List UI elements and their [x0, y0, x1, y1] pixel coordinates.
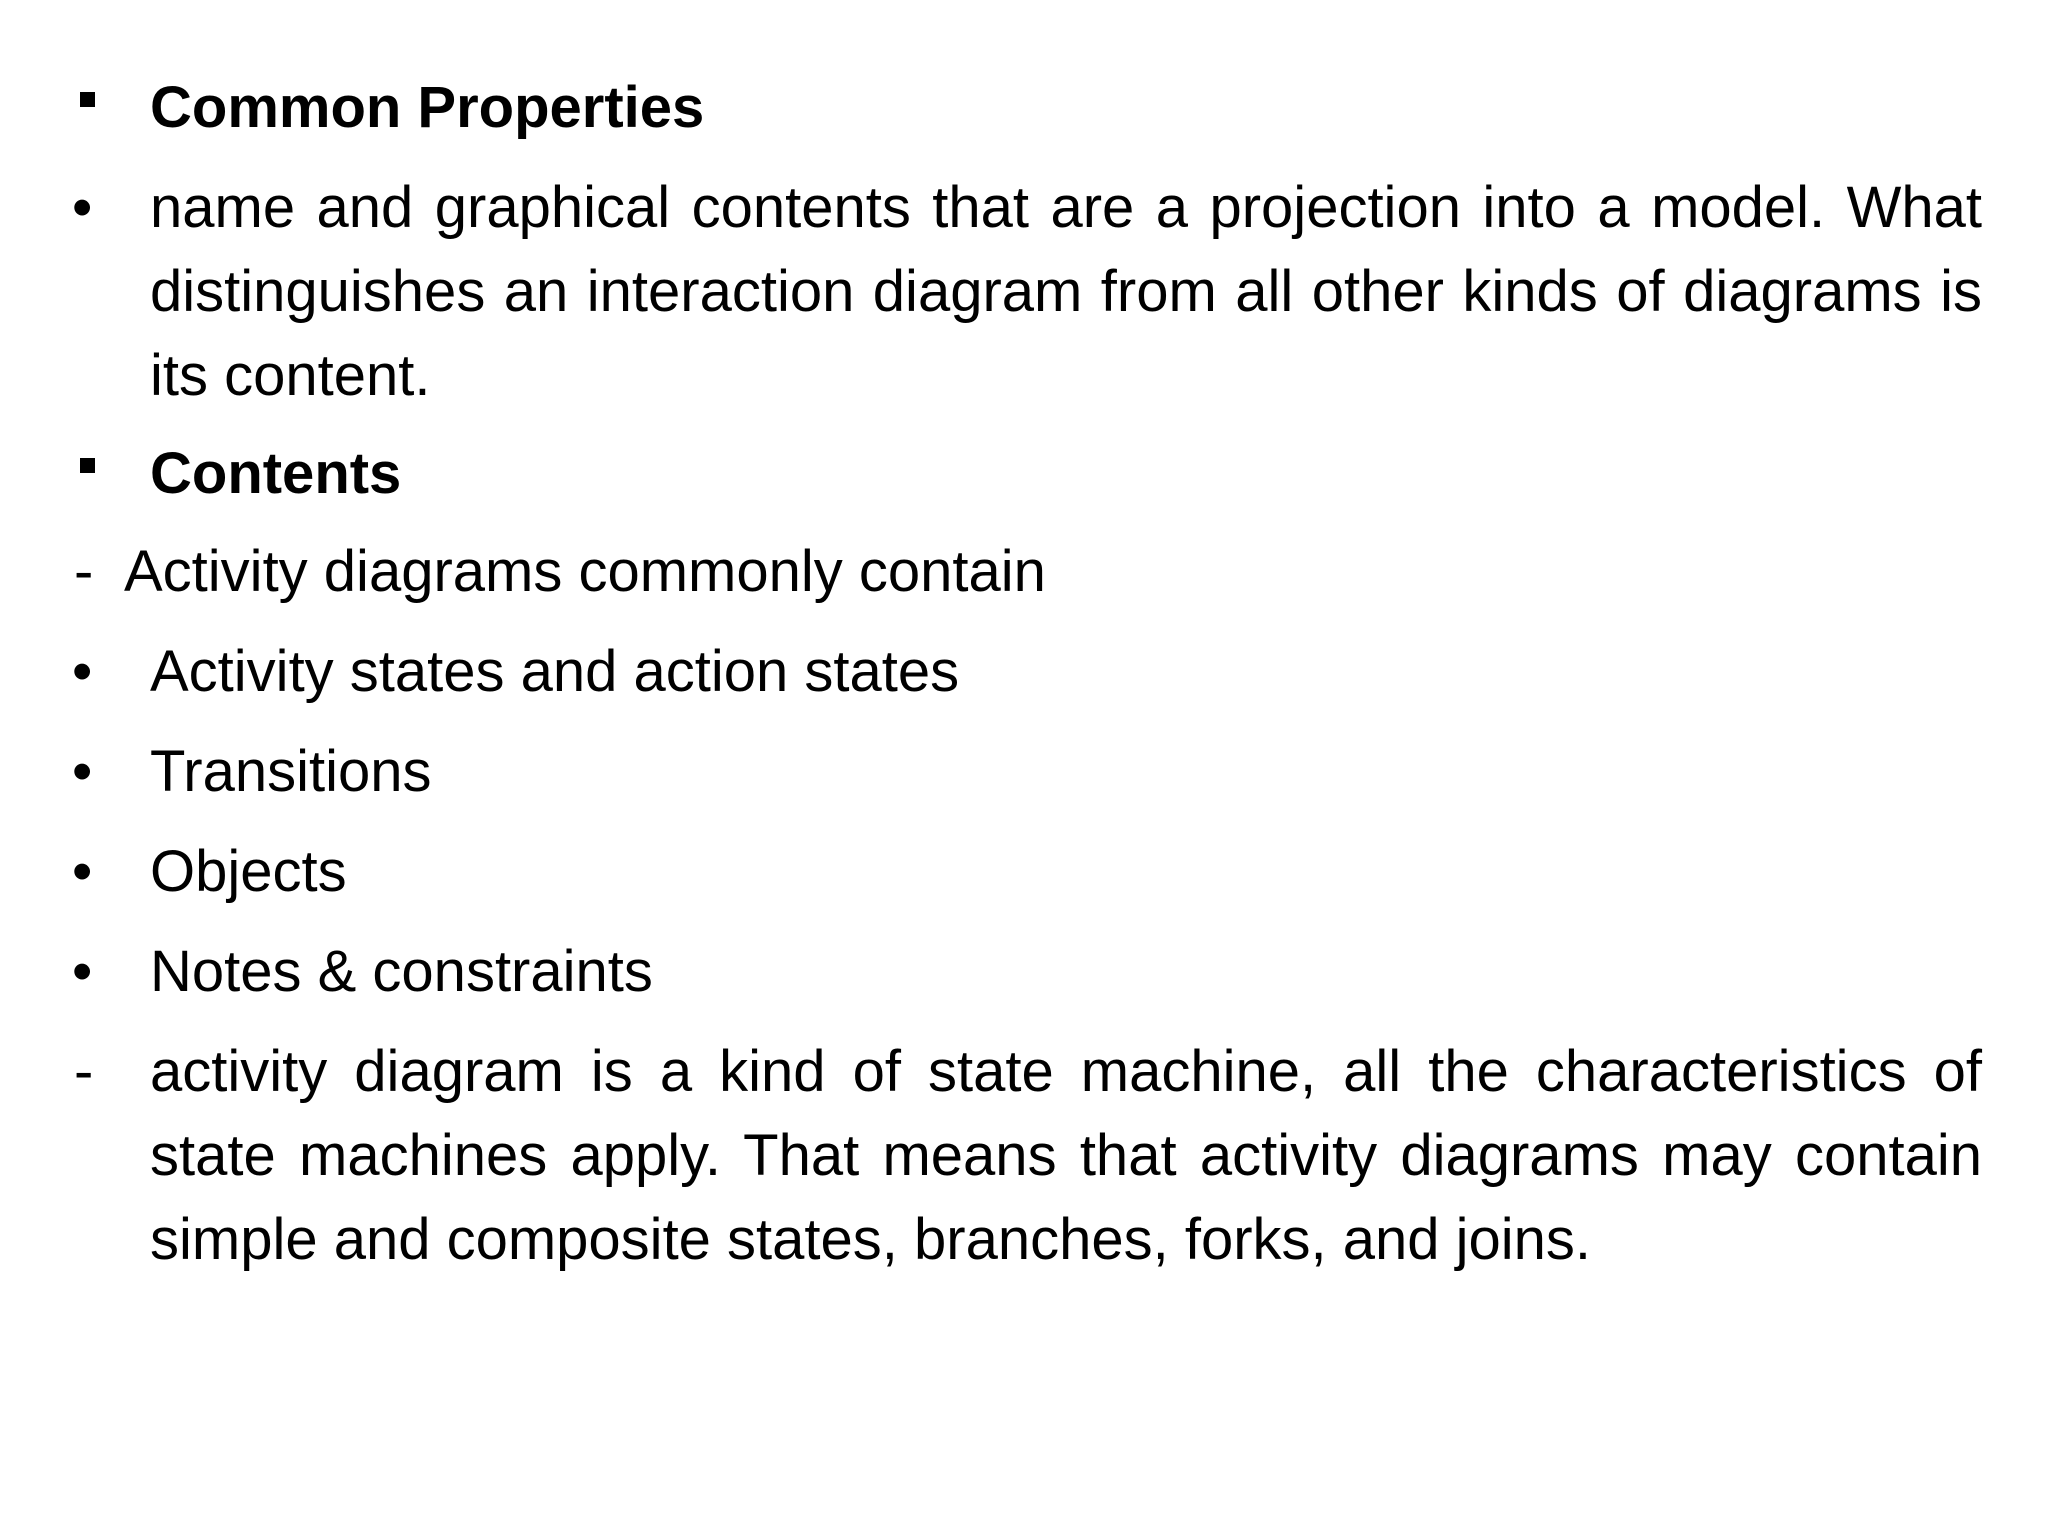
square-bullet-icon	[80, 458, 95, 473]
bullet-text: name and graphical contents that are a projection into a model. What distinguishes an interaction diagram from all other kinds of diagrams is its content.	[150, 175, 1982, 408]
round-bullet-icon: •	[72, 175, 93, 240]
heading-text: Contents	[150, 441, 402, 506]
heading-text: Common Properties	[150, 75, 705, 140]
bullet-text: Transitions	[150, 739, 432, 804]
dash-bullet-icon: -	[74, 1039, 94, 1104]
round-bullet-icon: •	[72, 939, 93, 1004]
bullet-text: Objects	[150, 839, 347, 904]
bullet-text: Notes & constraints	[150, 939, 653, 1004]
dash-bullet-icon: -	[74, 539, 94, 604]
dash-text: activity diagram is a kind of state machine, all the characteristics of state machines apply. That means that activity diagrams may contain simple and composite states, branches, forks, and joins.	[150, 1039, 1982, 1272]
bullet-text: Activity states and action states	[150, 639, 960, 704]
round-bullet-icon: •	[72, 739, 93, 804]
square-bullet-icon	[80, 92, 95, 107]
round-bullet-icon: •	[72, 639, 93, 704]
dash-text: Activity diagrams commonly contain	[124, 539, 1046, 604]
round-bullet-icon: •	[72, 839, 93, 904]
